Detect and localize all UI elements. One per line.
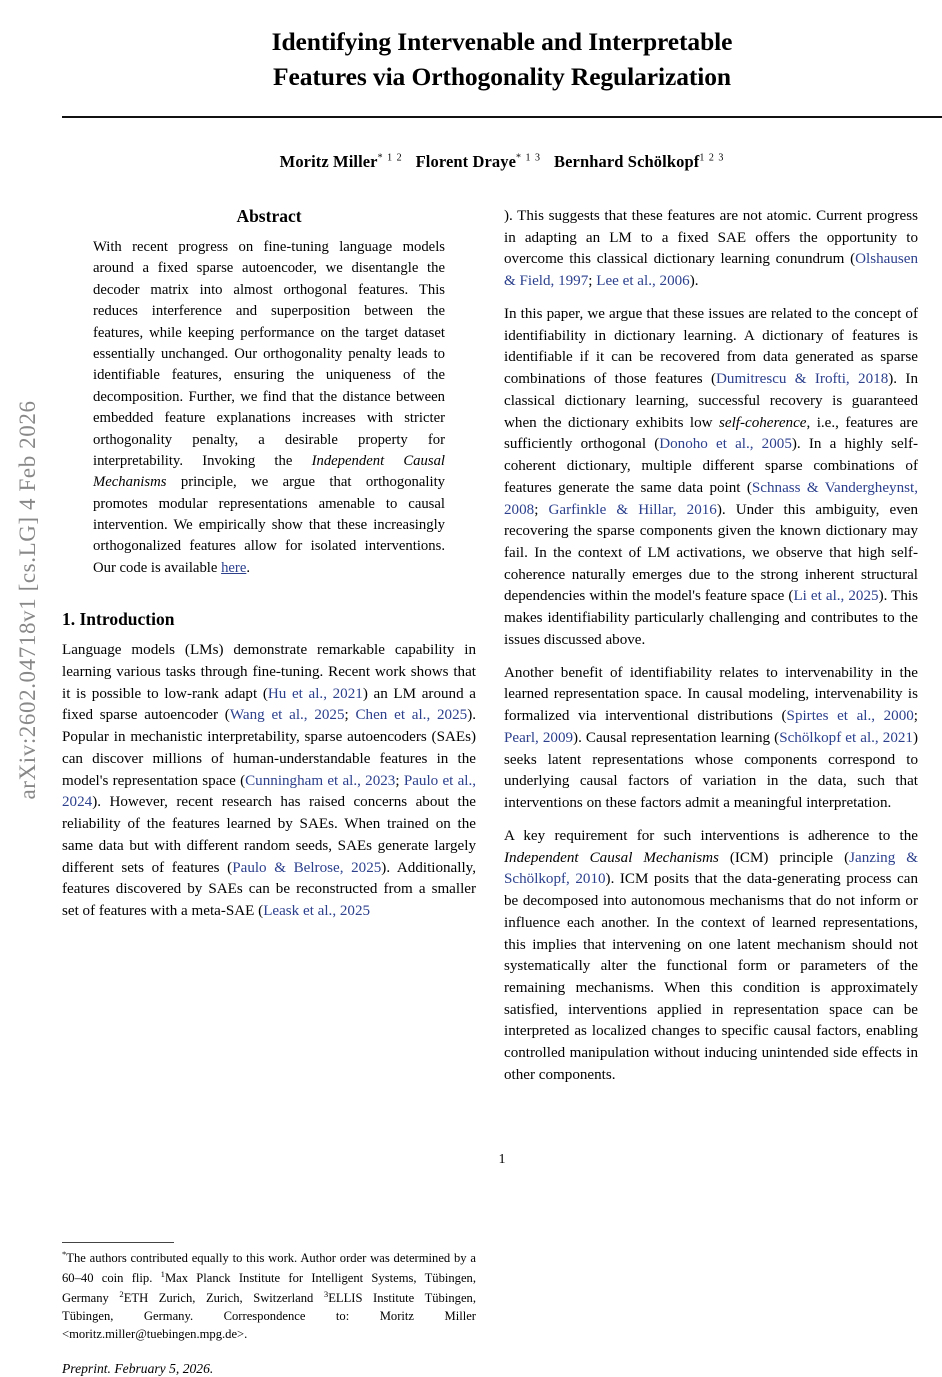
code-link[interactable]: here [221, 559, 247, 576]
author-3-name: Bernhard Schölkopf [554, 152, 700, 172]
citation-donoho-2005[interactable]: Donoho et al., 2005 [659, 436, 792, 453]
author-3 [554, 152, 724, 171]
intro-p1-e: ; [395, 772, 404, 789]
intro-paragraph-2 [504, 304, 918, 652]
right-column [504, 206, 918, 1098]
intro-p1-f: ). However, recent research has raised concerns about the reliability of the features learned by SAEs. When trained on the same data but with different random seeds, SAEs generate largely different sets of features ( [62, 794, 476, 876]
intro-paragraph-1 [62, 640, 476, 923]
author-1 [280, 152, 403, 171]
citation-schnass-vandergheynst-2008[interactable]: Schnass & Vandergheynst, 2008 [504, 479, 918, 518]
body-columns [62, 206, 942, 1376]
footnote-sup-2: 2 [119, 1289, 124, 1300]
citation-cunningham-2023[interactable]: Cunningham et al., 2023 [245, 772, 396, 789]
italic-icm-principle: Independent Causal Mechanisms [504, 849, 719, 866]
author-1-name: Moritz Miller [279, 152, 378, 172]
intro-p2-g: ). This makes identifiability particularly challenging and contributes to the issues discussed above. [504, 588, 918, 648]
citation-dumitrescu-irofti-2018[interactable]: Dumitrescu & Irofti, 2018 [716, 371, 889, 388]
footnote-text [62, 1248, 476, 1344]
citation-chen-2025[interactable]: Chen et al., 2025 [355, 707, 468, 724]
footnote-sup-3: 3 [323, 1289, 329, 1300]
footnote-star: * [62, 1249, 67, 1259]
citation-olshausen-field-1997[interactable]: Olshausen & Field, 1997 [504, 251, 918, 290]
title-block [62, 0, 942, 172]
author-2 [416, 152, 541, 171]
author-2-marks: * 1 3 [516, 152, 542, 164]
intro-p3-b: ; [913, 708, 918, 725]
intro-p4-c: ). ICM posits that the data-generating process can be decomposed into autonomous mechanisms that do not inform or influence each another. In the context of learned representations, this implies that intervening on one latent mechanism should not systematically alter the functional form or parameters of the remaining mechanisms. When this condition is approximately satisfied, interventions applied in representation space can be interpreted as localized changes to specific causal factors, enabling controlled manipulation without inducing unintended side effects in other components. [504, 871, 918, 1083]
intro-p2-f: ). Under this ambiguity, even recovering the sparse components given the known dictionary may fail. In the context of LM activations, we observe that high self-coherence naturally emerges due to the strong inherent structural dependencies within the model's feature space ( [504, 501, 918, 605]
title-divider [62, 116, 942, 118]
citation-li-2025[interactable]: Li et al., 2025 [793, 588, 879, 605]
footnote-part-c: ETH Zurich, Zurich, Switzerland [123, 1291, 324, 1306]
intro-p1-i: ; [588, 273, 597, 290]
intro-p1-b: ) an LM around a fixed sparse autoencoder ( [62, 685, 477, 724]
intro-p1-d: ). Popular in mechanistic interpretability, sparse autoencoders (SAEs) can discover millions of human-understandable features in the model's representation space ( [62, 707, 476, 789]
intro-paragraph-1-continued [504, 206, 918, 293]
footnote-sup-1: 1 [160, 1269, 165, 1280]
paper-content [62, 0, 942, 1376]
section-heading-introduction: 1. Introduction [62, 609, 175, 630]
title-line-2: Features via Orthogonality Regularization [273, 62, 731, 92]
intro-p1-g: ). Additionally, features discovered by SAEs can be reconstructed from a smaller set of features with a meta-SAE ( [62, 859, 476, 920]
arxiv-stamp-text: arXiv:2602.04718v1 [cs.LG] 4 Feb 2026 [15, 400, 40, 800]
citation-garfinkle-hillar-2016[interactable]: Garfinkle & Hillar, 2016 [548, 501, 717, 518]
preprint-notice: Preprint. February 5, 2026. [62, 1360, 214, 1376]
footnote-part-d: ELLIS Institute Tübingen, Tübingen, Germany. Correspondence to: Moritz Miller <moritz.miller@tuebingen.mpg.de>. [62, 1291, 476, 1342]
footnote-part-a: The authors contributed equally to this work. Author order was determined by a 60–40 coin flip. [62, 1251, 476, 1286]
citation-spirtes-2000[interactable]: Spirtes et al., 2000 [786, 708, 914, 725]
arxiv-stamp [0, 0, 56, 1200]
author-list [62, 152, 942, 172]
intro-paragraph-4 [504, 826, 918, 1087]
intro-p1-j: ). [689, 273, 699, 290]
title-line-1: Identifying Intervenable and Interpretable [271, 27, 733, 56]
abstract-heading: Abstract [236, 206, 302, 226]
intro-p4-a: A key requirement for such interventions is adherence to the [504, 827, 918, 844]
citation-paulo-belrose-2025[interactable]: Paulo & Belrose, 2025 [232, 859, 382, 876]
citation-pearl-2009[interactable]: Pearl, 2009 [504, 729, 574, 746]
intro-paragraph-3 [504, 663, 918, 815]
intro-p2-b: ). In classical dictionary learning, successful recovery is guaranteed when the dictionary exhibits low [504, 371, 918, 431]
abstract-part-3: . [246, 559, 251, 576]
intro-p2-e: ; [534, 501, 549, 518]
abstract-part-1: With recent progress on fine-tuning language models around a fixed sparse autoencoder, we disentangle the decoder matrix into almost orthogonal features. This reduces interference and superposition between the features, while keeping performance on the target dataset essentially unchanged. Our orthogonality penalty leads to identifiable features, ensuring the uniqueness of the decomposition. Further, we find that the distance between embedded feature explanations increases with stricter orthogonality penalty, a desirable property for interpretability. Invoking the [93, 239, 445, 469]
intro-p1-h: ). This suggests that these features are not atomic. Current progress in adapting an LM to a fixed SAE offers the opportunity to overcome this classical dictionary learning conundrum ( [504, 208, 918, 268]
author-2-name: Florent Draye [415, 152, 517, 172]
intro-p4-b: (ICM) principle ( [718, 849, 850, 866]
italic-self-coherence: self-coherence [719, 414, 807, 431]
citation-paulo-2024[interactable]: Paulo et al., 2024 [62, 772, 477, 811]
intro-p3-d: ) seeks latent representations whose components correspond to underlying causal factors of variation in the data, such that interventions on these factors admit a meaningful interpretation. [504, 729, 918, 812]
intro-p1-a: Language models (LMs) demonstrate remarkable capability in learning various tasks through fine-tuning. Recent work shows that it is possible to low-rank adapt ( [62, 642, 476, 702]
page-number: 1 [498, 1152, 506, 1167]
page-title [182, 24, 822, 94]
abstract-text [93, 237, 445, 579]
intro-p2-d: ). In a highly self-coherent dictionary, multiple different sparse combinations of features generate the same data point ( [504, 436, 918, 496]
intro-p3-c: ). Causal representation learning ( [573, 729, 780, 746]
citation-leask-2025[interactable]: Leask et al., 2025 [263, 903, 371, 920]
author-3-marks: 1 2 3 [699, 152, 725, 164]
footnote-block [62, 1242, 476, 1377]
intro-p3-a: Another benefit of identifiability relates to intervenability in the learned representation space. In causal modeling, intervenability is formalized via interventional distributions ( [504, 664, 918, 725]
abstract-part-2: principle, we argue that orthogonality promotes modular representations amenable to causal intervention. We empirically show that these increasingly orthogonalized features allow for isolated interventions. Our code is available [93, 474, 445, 576]
intro-p1-c: ; [344, 707, 356, 724]
citation-lee-2006[interactable]: Lee et al., 2006 [596, 273, 690, 290]
intro-p2-a: In this paper, we argue that these issues are related to the concept of identifiability in dictionary learning. A dictionary of features is identifiable if it can be recovered from data generated as sparse combinations of those features ( [504, 305, 918, 388]
citation-scholkopf-2021[interactable]: Schölkopf et al., 2021 [779, 729, 913, 746]
citation-janzing-scholkopf-2010[interactable]: Janzing & Schölkopf, 2010 [504, 849, 918, 888]
author-1-marks: * 1 2 [377, 152, 403, 164]
footnote-part-b: Max Planck Institute for Intelligent Systems, Tübingen, Germany [62, 1271, 476, 1306]
left-column [62, 206, 477, 1376]
footnote-divider [62, 1242, 174, 1243]
citation-hu-2021[interactable]: Hu et al., 2021 [267, 685, 363, 702]
abstract-italic-icm: Independent Causal Mechanisms [93, 452, 445, 491]
intro-p2-c: , i.e., features are sufficiently orthogonal ( [504, 414, 918, 453]
citation-wang-2025[interactable]: Wang et al., 2025 [229, 707, 345, 724]
